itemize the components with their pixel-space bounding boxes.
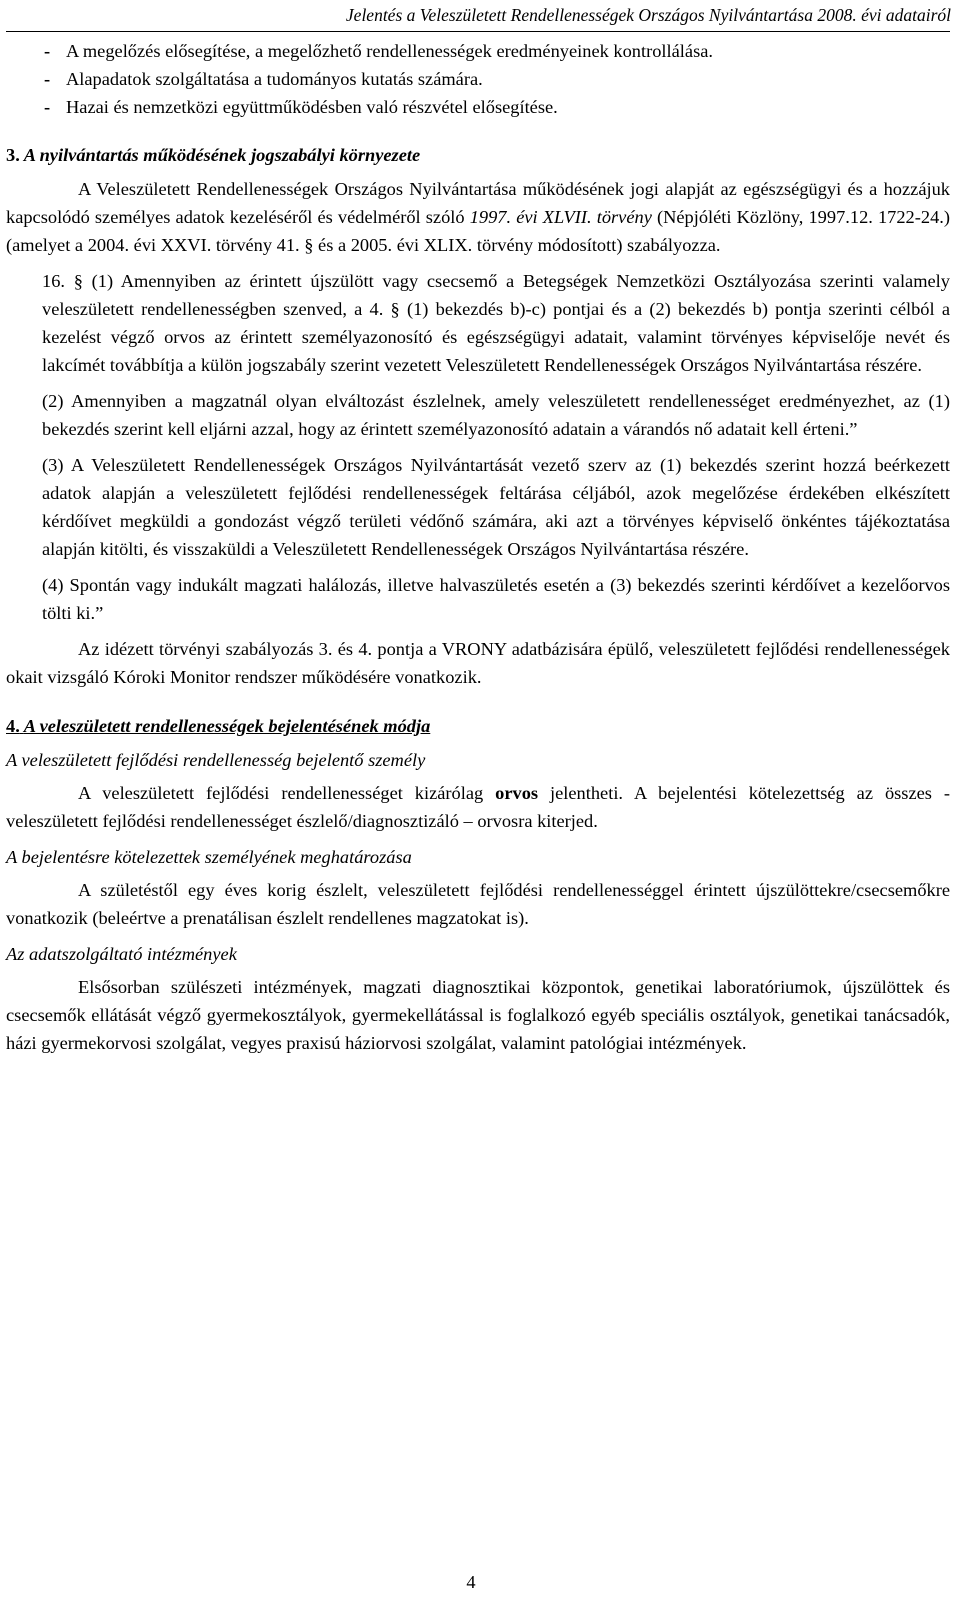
subsection-text-institutions: Elsősorban szülészeti intézmények, magzati diagnosztikai központok, genetikai laboratóriumok, újszülöttek és csecsemők ellátását végző gyermekosztályok, gyermekellátással is foglalkozó egyéb speciális osztályok, genetikai tanácsadók, házi gyermekorvosi szolgálat, vegyes praxisú háziorvosi szolgálat, valamint patológiai intézmények. [6,977,950,1053]
bullet-item: - Hazai és nemzetközi együttműködésben való részvétel elősegítése. [44,97,558,117]
bullet-text: A megelőzés elősegítése, a megelőzhető rendellenességek eredményeinek kontrollálása. [66,41,713,61]
page-body [6,37,950,1065]
subsection-title-reporter: A veleszületett fejlődési rendellenesség bejelentő személy [6,750,426,770]
page-number: 4 [466,1572,476,1592]
bullet-item: - A megelőzés elősegítése, a megelőzhető rendellenességek eredményeinek kontrollálása. [44,41,713,61]
section-4-heading: 4. A veleszületett rendellenességek bejelentésének módja [6,716,431,736]
section-3-closing: Az idézett törvényi szabályozás 3. és 4. pontja a VRONY adatbázisára épülő, veleszületett fejlődési rendellenességek okait vizsgáló Kóroki Monitor rendszer működésére vonatkozik. [6,639,950,687]
bullet-text: Alapadatok szolgáltatása a tudományos kutatás számára. [66,69,483,89]
header-rule [6,31,950,32]
bullet-text: Hazai és nemzetközi együttműködésben való részvétel elősegítése. [66,97,558,117]
section-3-intro: A Veleszületett Rendellenességek Országos Nyilvántartása működésének jogi alapját az egészségügyi és a hozzájuk kapcsolódó személyes adatok kezeléséről és védelméről szóló 1997. évi XLVII. törvény (Népjóléti Közlöny, 1997.12. 1722-24.) (amelyet a 2004. évi XXVI. törvény 41. § és a 2005. évi XLIX. törvény módosított) szabályozza. [6,179,950,255]
law-paragraph-3: (3) A Veleszületett Rendellenességek Országos Nyilvántartását vezető szerv az (1) bekezdés szerint hozzá beérkezett adatok alapján a veleszületett fejlődési rendellenességek feltárása céljából, azok megelőzése érdekében elkészített kérdőívet megküldi a gondozást végző területi védőnő számára, aki azt a törvényes képviselő önkéntes tájékoztatása alapján kitölti, és visszaküldi a Veleszületett Rendellenességek Országos Nyilvántartása részére. [42,455,950,559]
law-paragraph-1: 16. § (1) Amennyiben az érintett újszülött vagy csecsemő a Betegségek Nemzetközi Osztályozása szerinti valamely veleszületett rendellenességben szenved, a 4. § (1) bekezdés b)-c) pontjai és a (2) bekezdés b) pontja szerinti célból a kezelést végző orvos az érintett személyazonosító és egészségügyi adatait, valamint törvényes képviselője nevét és lakcímét továbbítja a külön jogszabály szerint vezetett Veleszületett Rendellenességek Országos Nyilvántartása részére. [42,271,950,375]
bullet-item: - Alapadatok szolgáltatása a tudományos kutatás számára. [44,69,483,89]
running-header: Jelentés a Veleszületett Rendellenességek Országos Nyilvántartása 2008. évi adatairól [345,5,951,25]
law-paragraph-2: (2) Amennyiben a magzatnál olyan elváltozást észlelnek, amely veleszületett rendellenességet eredményezhet, az (1) bekezdés szerint kell eljárni azzal, hogy az érintett személyazonosító adatain a várandós nő adatait kell érteni.” [42,391,950,439]
subsection-text-obligated: A születéstől egy éves korig észlelt, veleszületett fejlődési rendellenességgel érintett újszülöttekre/csecsemőkre vonatkozik (beleértve a prenatálisan észlelt rendellenes magzatokat is). [6,880,950,928]
subsection-title-obligated: A bejelentésre kötelezettek személyének meghatározása [6,847,412,867]
subsection-title-institutions: Az adatszolgáltató intézmények [6,944,237,964]
subsection-text-reporter: A veleszületett fejlődési rendellenességet kizárólag orvos jelentheti. A bejelentési kötelezettség az összes - veleszületett fejlődési rendellenességet észlelő/diagnosztizáló – orvosra kiterjed. [6,783,950,831]
law-paragraph-4: (4) Spontán vagy indukált magzati halálozás, illetve halvaszületés esetén a (3) bekezdés szerinti kérdőívet a kezelőorvos tölti ki.” [42,575,950,623]
section-3-heading: 3. A nyilvántartás működésének jogszabályi környezete [6,145,421,165]
